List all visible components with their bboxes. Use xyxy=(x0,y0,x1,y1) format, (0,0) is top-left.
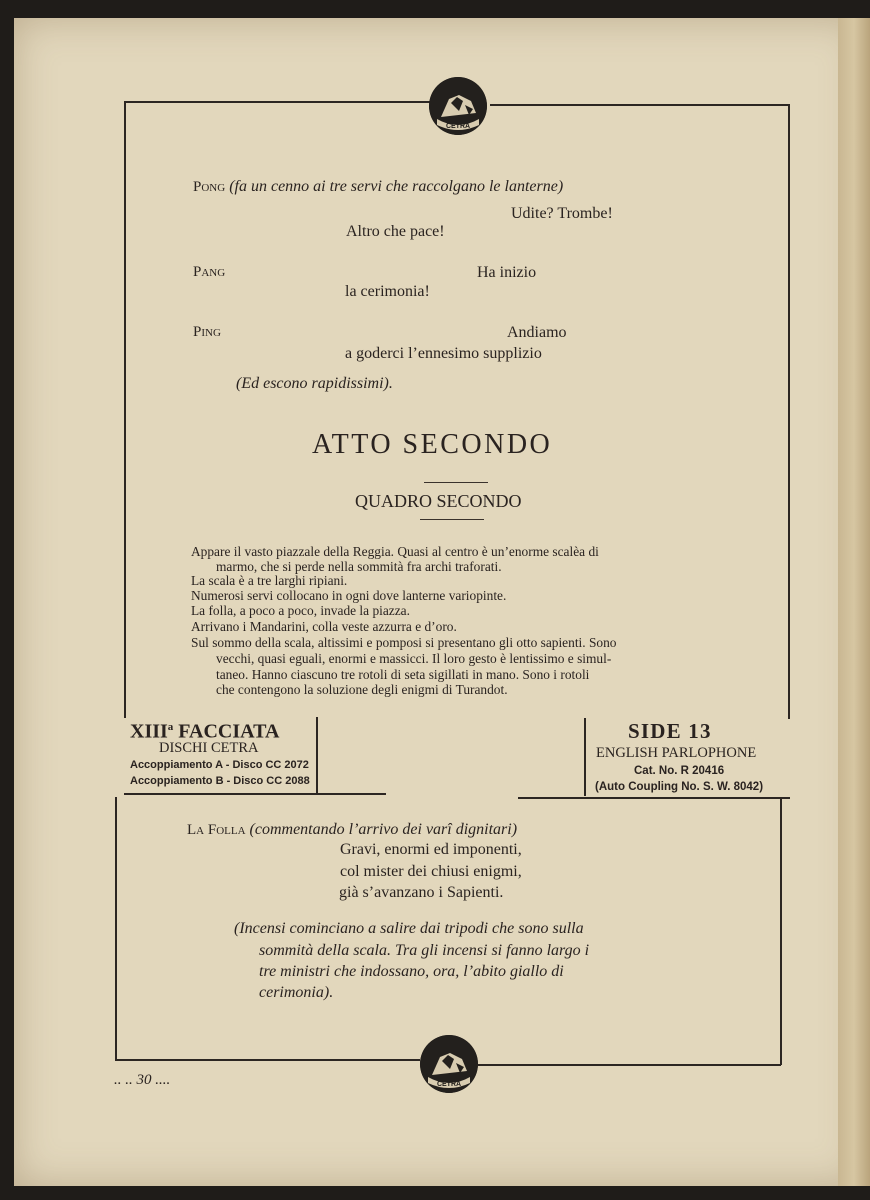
record-left-title-rest: FACCIATA xyxy=(178,720,280,743)
stage-direction-pong: (fa un cenno ai tre servi che raccolgano le lanterne) xyxy=(229,178,564,195)
speech-pong xyxy=(193,177,563,197)
record-left-label: DISCHI CETRA xyxy=(159,740,259,756)
character-ping: Ping xyxy=(193,324,221,340)
frame-bottom-right xyxy=(478,1064,781,1066)
scene-description-line: La scala è a tre larghi ripiani. xyxy=(191,573,348,588)
character-pong: Pong xyxy=(193,179,226,195)
scene-description-line: Sul sommo della scala, altissimi e pomposi si presentano gli otto sapienti. Sono xyxy=(191,635,617,650)
page-number: .. .. 30 .... xyxy=(114,1072,171,1088)
record-right-label: ENGLISH PARLOPHONE xyxy=(596,745,757,761)
line-pong-1: Udite? Trombe! xyxy=(511,205,613,222)
frame-right xyxy=(788,104,790,719)
record-left-title-superscript: a xyxy=(167,721,174,733)
character-la-folla: La Folla xyxy=(187,822,246,838)
record-left-divider xyxy=(316,717,318,795)
record-right-divider xyxy=(584,718,586,796)
frame-top-left xyxy=(124,101,430,103)
record-left-underline xyxy=(124,793,386,795)
speech-la-folla xyxy=(187,820,517,840)
record-left-line: Accoppiamento A - Disco CC 2072 xyxy=(130,759,309,771)
closing-direction-line: cerimonia). xyxy=(259,984,334,1001)
frame-left xyxy=(124,101,126,718)
record-right-line: Cat. No. R 20416 xyxy=(634,765,725,777)
closing-direction-line: sommità della scala. Tra gli incensi si fanno largo i xyxy=(259,942,590,959)
closing-direction-line: (Incensi cominciano a salire dai tripodi che sono sulla xyxy=(234,920,584,937)
svg-text:CETRA: CETRA xyxy=(436,1081,462,1088)
line-pong-2: Altro che pace! xyxy=(346,223,445,240)
record-left-line: Accoppiamento B - Disco CC 2088 xyxy=(130,775,310,787)
exit-stage-direction: (Ed escono rapidissimi). xyxy=(236,375,393,392)
scene-description-line: vecchi, quasi eguali, enormi e massicci. Il loro gesto è lentissimo e simul- xyxy=(216,651,612,666)
frame-top-right xyxy=(490,104,790,106)
svg-text:CETRA: CETRA xyxy=(445,123,471,130)
scene-description-line: La folla, a poco a poco, invade la piazza. xyxy=(191,603,410,618)
scene-description-line: che contengono la soluzione degli enigmi di Turandot. xyxy=(216,682,508,697)
chorus-line: già s’avanzano i Sapienti. xyxy=(339,884,504,901)
cetra-logo-bottom-icon xyxy=(420,1035,478,1093)
scene-description-line: Arrivano i Mandarini, colla veste azzurra e d’oro. xyxy=(191,619,457,634)
chorus-line: Gravi, enormi ed imponenti, xyxy=(340,841,522,858)
frame-left-lower xyxy=(115,797,117,1061)
cetra-logo-top-icon xyxy=(429,77,487,135)
record-right-line: (Auto Coupling No. S. W. 8042) xyxy=(595,781,764,793)
chorus-line: col mister dei chiusi enigmi, xyxy=(340,863,522,880)
scene-description-line: taneo. Hanno ciascuno tre rotoli di seta sigillati in mano. Sono i rotoli xyxy=(216,667,590,682)
record-right-underline xyxy=(518,797,790,799)
scene-title-rule xyxy=(420,519,484,520)
scene-description-line: Numerosi servi collocano in ogni dove lanterne variopinte. xyxy=(191,588,507,603)
record-right-title: SIDE 13 xyxy=(628,719,712,743)
line-ping-1: Andiamo xyxy=(507,324,567,341)
character-pang: Pang xyxy=(193,264,226,280)
scene-description-line: marmo, che si perde nella sommità fra archi traforati. xyxy=(216,559,502,574)
line-ping-2: a goderci l’ennesimo supplizio xyxy=(345,345,542,362)
closing-direction-line: tre ministri che indossano, ora, l’abito giallo di xyxy=(259,963,564,980)
act-title-rule xyxy=(424,482,488,483)
frame-right-lower xyxy=(780,797,782,1065)
line-pang-2: la cerimonia! xyxy=(345,283,430,300)
act-title: ATTO SECONDO xyxy=(312,429,553,460)
stage-direction-la-folla: (commentando l’arrivo dei varî dignitari) xyxy=(249,821,518,838)
frame-bottom-left xyxy=(115,1059,420,1061)
record-left-title-number: XIII xyxy=(130,720,168,743)
scene-description-line: Appare il vasto piazzale della Reggia. Quasi al centro è un’enorme scalèa di xyxy=(191,544,599,559)
scene-title: QUADRO SECONDO xyxy=(355,491,522,511)
line-pang-1: Ha inizio xyxy=(477,264,537,281)
facing-page-edge xyxy=(838,18,870,1186)
